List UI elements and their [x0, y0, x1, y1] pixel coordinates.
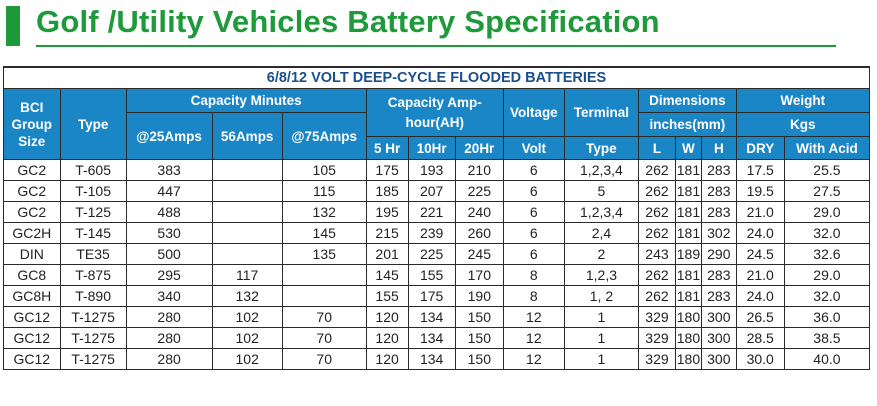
table-body [4, 160, 870, 370]
title-bar [0, 0, 877, 56]
cell-dry: 24.0 [736, 223, 784, 244]
cell-56amps: 102 [212, 307, 282, 328]
cell-length: 262 [639, 223, 676, 244]
header-terminal-type: Type [564, 137, 638, 160]
table-caption: 6/8/12 VOLT DEEP-CYCLE FLOODED BATTERIES [4, 67, 870, 89]
header-kgs: Kgs [736, 113, 869, 137]
cell-terminal: 1 [564, 349, 638, 370]
cell-length: 329 [639, 349, 676, 370]
battery-spec-table-container [3, 66, 870, 370]
cell-volt: 12 [503, 328, 564, 349]
cell-terminal: 2 [564, 244, 638, 265]
cell-56amps: 132 [212, 286, 282, 307]
cell-dry: 21.0 [736, 202, 784, 223]
cell-25amps: 488 [126, 202, 212, 223]
header-volt: Volt [503, 137, 564, 160]
header-20hr: 20Hr [455, 137, 503, 160]
cell-terminal: 1,2,3,4 [564, 202, 638, 223]
cell-56amps: 102 [212, 349, 282, 370]
header-bci-group-size-label: BCI Group Size [11, 99, 53, 149]
table-row [4, 202, 870, 223]
cell-75amps: 105 [282, 160, 366, 181]
cell-5hr: 175 [366, 160, 408, 181]
cell-10hr: 134 [408, 349, 455, 370]
cell-width: 181 [675, 223, 701, 244]
title-accent-bar [6, 6, 20, 46]
cell-type: T-125 [60, 202, 126, 223]
header-weight: Weight [736, 89, 869, 113]
cell-5hr: 201 [366, 244, 408, 265]
cell-terminal: 2,4 [564, 223, 638, 244]
cell-56amps [212, 181, 282, 202]
cell-height: 302 [702, 223, 737, 244]
cell-group: GC2H [4, 223, 61, 244]
cell-5hr: 185 [366, 181, 408, 202]
cell-length: 262 [639, 181, 676, 202]
cell-group: GC2 [4, 202, 61, 223]
table-row [4, 160, 870, 181]
cell-10hr: 155 [408, 265, 455, 286]
cell-10hr: 134 [408, 307, 455, 328]
cell-25amps: 530 [126, 223, 212, 244]
cell-5hr: 120 [366, 349, 408, 370]
cell-dry: 24.0 [736, 286, 784, 307]
cell-10hr: 239 [408, 223, 455, 244]
cell-56amps [212, 244, 282, 265]
cell-height: 300 [702, 307, 737, 328]
cell-volt: 12 [503, 349, 564, 370]
cell-type: T-1275 [60, 328, 126, 349]
cell-length: 329 [639, 307, 676, 328]
cell-height: 300 [702, 328, 737, 349]
cell-25amps: 500 [126, 244, 212, 265]
table-row [4, 181, 870, 202]
cell-width: 181 [675, 181, 701, 202]
cell-length: 329 [639, 328, 676, 349]
header-56amps: 56Amps [212, 113, 282, 160]
table-row [4, 286, 870, 307]
cell-5hr: 155 [366, 286, 408, 307]
cell-height: 283 [702, 181, 737, 202]
cell-56amps [212, 223, 282, 244]
cell-length: 262 [639, 202, 676, 223]
title-underline [36, 45, 836, 47]
cell-height: 283 [702, 286, 737, 307]
table-row [4, 223, 870, 244]
cell-with-acid: 36.0 [784, 307, 869, 328]
cell-height: 300 [702, 349, 737, 370]
header-at75amps: @75Amps [282, 113, 366, 160]
cell-56amps: 102 [212, 328, 282, 349]
cell-20hr: 240 [455, 202, 503, 223]
cell-dry: 21.0 [736, 265, 784, 286]
cell-width: 181 [675, 202, 701, 223]
header-type: Type [60, 89, 126, 160]
cell-with-acid: 25.5 [784, 160, 869, 181]
cell-20hr: 150 [455, 349, 503, 370]
table-row [4, 328, 870, 349]
cell-dry: 30.0 [736, 349, 784, 370]
header-with-acid: With Acid [784, 137, 869, 160]
cell-type: T-145 [60, 223, 126, 244]
cell-type: T-890 [60, 286, 126, 307]
header-width: W [675, 137, 701, 160]
cell-with-acid: 40.0 [784, 349, 869, 370]
cell-terminal: 1 [564, 328, 638, 349]
cell-type: T-1275 [60, 307, 126, 328]
cell-height: 283 [702, 160, 737, 181]
cell-25amps: 280 [126, 307, 212, 328]
header-capacity-ah [366, 89, 503, 137]
cell-56amps: 117 [212, 265, 282, 286]
cell-terminal: 1 [564, 307, 638, 328]
cell-group: GC8 [4, 265, 61, 286]
cell-terminal: 1,2,3 [564, 265, 638, 286]
header-height: H [702, 137, 737, 160]
cell-75amps: 70 [282, 328, 366, 349]
cell-dry: 19.5 [736, 181, 784, 202]
cell-25amps: 447 [126, 181, 212, 202]
cell-group: GC12 [4, 307, 61, 328]
cell-group: GC12 [4, 349, 61, 370]
cell-20hr: 150 [455, 307, 503, 328]
cell-height: 290 [702, 244, 737, 265]
cell-dry: 17.5 [736, 160, 784, 181]
header-capacity-ah-label: Capacity Amp-hour(AH) [387, 94, 482, 130]
header-at25amps: @25Amps [126, 113, 212, 160]
cell-75amps: 145 [282, 223, 366, 244]
cell-length: 243 [639, 244, 676, 265]
cell-with-acid: 32.0 [784, 286, 869, 307]
cell-10hr: 175 [408, 286, 455, 307]
cell-width: 180 [675, 307, 701, 328]
cell-25amps: 383 [126, 160, 212, 181]
cell-with-acid: 32.0 [784, 223, 869, 244]
cell-with-acid: 38.5 [784, 328, 869, 349]
header-5hr: 5 Hr [366, 137, 408, 160]
cell-10hr: 225 [408, 244, 455, 265]
cell-56amps [212, 160, 282, 181]
cell-75amps [282, 265, 366, 286]
table-row [4, 265, 870, 286]
header-10hr: 10Hr [408, 137, 455, 160]
cell-5hr: 195 [366, 202, 408, 223]
cell-with-acid: 27.5 [784, 181, 869, 202]
battery-spec-table [3, 66, 870, 370]
cell-group: DIN [4, 244, 61, 265]
header-bci-group-size [4, 89, 61, 160]
cell-dry: 28.5 [736, 328, 784, 349]
cell-volt: 6 [503, 160, 564, 181]
cell-length: 262 [639, 286, 676, 307]
cell-dry: 24.5 [736, 244, 784, 265]
cell-height: 283 [702, 265, 737, 286]
cell-volt: 8 [503, 286, 564, 307]
cell-20hr: 225 [455, 181, 503, 202]
cell-with-acid: 29.0 [784, 265, 869, 286]
cell-10hr: 193 [408, 160, 455, 181]
cell-volt: 12 [503, 307, 564, 328]
cell-20hr: 260 [455, 223, 503, 244]
cell-terminal: 1,2,3,4 [564, 160, 638, 181]
cell-5hr: 120 [366, 328, 408, 349]
table-row [4, 307, 870, 328]
cell-width: 181 [675, 160, 701, 181]
header-capacity-minutes: Capacity Minutes [126, 89, 366, 113]
cell-75amps: 115 [282, 181, 366, 202]
cell-75amps [282, 286, 366, 307]
header-voltage: Voltage [503, 89, 564, 137]
cell-20hr: 245 [455, 244, 503, 265]
header-dimensions: Dimensions [639, 89, 736, 113]
cell-height: 283 [702, 202, 737, 223]
cell-width: 180 [675, 349, 701, 370]
cell-5hr: 120 [366, 307, 408, 328]
cell-length: 262 [639, 265, 676, 286]
cell-volt: 6 [503, 181, 564, 202]
cell-group: GC2 [4, 181, 61, 202]
cell-volt: 6 [503, 202, 564, 223]
cell-75amps: 70 [282, 349, 366, 370]
cell-with-acid: 29.0 [784, 202, 869, 223]
table-row [4, 349, 870, 370]
cell-terminal: 1, 2 [564, 286, 638, 307]
cell-dry: 26.5 [736, 307, 784, 328]
cell-length: 262 [639, 160, 676, 181]
cell-10hr: 207 [408, 181, 455, 202]
cell-10hr: 221 [408, 202, 455, 223]
cell-75amps: 70 [282, 307, 366, 328]
header-length: L [639, 137, 676, 160]
cell-25amps: 280 [126, 349, 212, 370]
cell-group: GC12 [4, 328, 61, 349]
cell-with-acid: 32.6 [784, 244, 869, 265]
cell-width: 181 [675, 265, 701, 286]
table-row [4, 244, 870, 265]
cell-5hr: 145 [366, 265, 408, 286]
page-title: Golf /Utility Vehicles Battery Specification [36, 4, 660, 39]
cell-width: 181 [675, 286, 701, 307]
cell-type: T-105 [60, 181, 126, 202]
cell-group: GC8H [4, 286, 61, 307]
cell-20hr: 150 [455, 328, 503, 349]
cell-56amps [212, 202, 282, 223]
cell-type: T-875 [60, 265, 126, 286]
cell-width: 189 [675, 244, 701, 265]
cell-volt: 8 [503, 265, 564, 286]
cell-terminal: 5 [564, 181, 638, 202]
cell-25amps: 280 [126, 328, 212, 349]
cell-type: T-1275 [60, 349, 126, 370]
cell-volt: 6 [503, 244, 564, 265]
cell-25amps: 340 [126, 286, 212, 307]
cell-type: TE35 [60, 244, 126, 265]
header-dry: DRY [736, 137, 784, 160]
header-terminal: Terminal [564, 89, 638, 137]
cell-75amps: 135 [282, 244, 366, 265]
cell-20hr: 190 [455, 286, 503, 307]
cell-20hr: 170 [455, 265, 503, 286]
cell-type: T-605 [60, 160, 126, 181]
cell-10hr: 134 [408, 328, 455, 349]
cell-5hr: 215 [366, 223, 408, 244]
cell-25amps: 295 [126, 265, 212, 286]
cell-width: 180 [675, 328, 701, 349]
cell-volt: 6 [503, 223, 564, 244]
cell-75amps: 132 [282, 202, 366, 223]
cell-group: GC2 [4, 160, 61, 181]
cell-20hr: 210 [455, 160, 503, 181]
header-inches-mm: inches(mm) [639, 113, 736, 137]
